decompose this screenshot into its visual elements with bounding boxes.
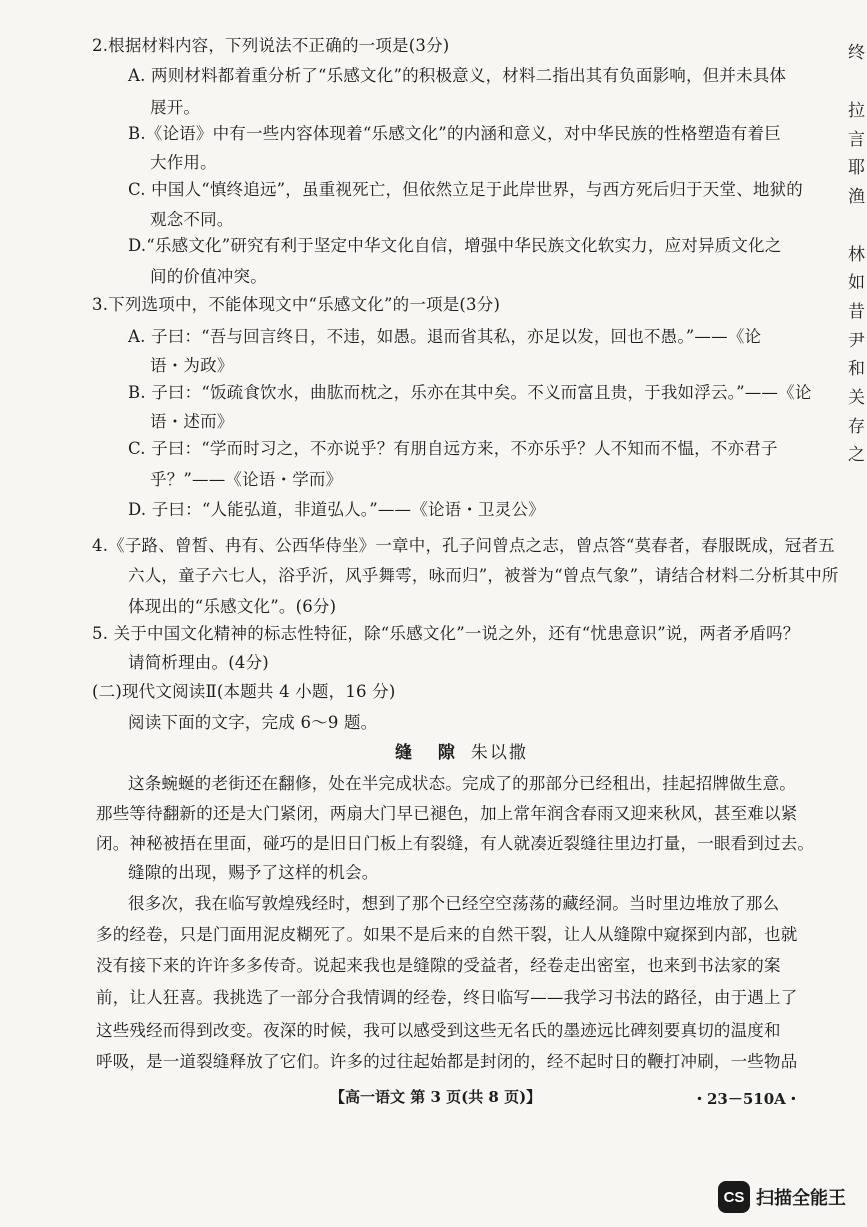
question-4-line-1: 4.《子路、曾皙、冉有、公西华侍坐》一章中，孔子问曾点之志，曾点答“莫春者，春服既成，冠者五 (92, 536, 835, 555)
question-3-option-a-cont: 语・为政》 (150, 356, 234, 375)
passage-line: 闭。神秘被捂在里面，碰巧的是旧日门板上有裂缝，有人就凑近裂缝往里边打量，一眼看到过去。 (96, 834, 815, 853)
passage-title (395, 743, 528, 763)
passage-author: 朱以撒 (470, 743, 528, 763)
margin-char: 关 (848, 388, 865, 408)
margin-char: 拉 (848, 101, 865, 121)
question-3-option-d: D. 子曰：“人能弘道，非道弘人。”——《论语・卫灵公》 (128, 500, 545, 519)
margin-char: 和 (848, 359, 865, 379)
margin-char: 存 (848, 417, 865, 437)
question-2-option-d: D.“乐感文化”研究有利于坚定中华文化自信，增强中华民族文化软实力，应对异质文化之 (128, 236, 782, 255)
scanner-app-name: 扫描全能王 (756, 1188, 846, 1209)
question-5-line-2: 请简析理由。(4分) (128, 653, 269, 672)
margin-char: 终 (848, 43, 865, 63)
exam-code: ・23－510A・ (692, 1090, 801, 1108)
question-3-option-b: B. 子曰：“饭疏食饮水，曲肱而枕之，乐亦在其中矣。不义而富且贵，于我如浮云。”——《论 (128, 383, 812, 402)
question-2-option-b: B.《论语》中有一些内容体现着“乐感文化”的内涵和意义，对中华民族的性格塑造有着巨 (128, 124, 781, 143)
question-2-option-c-cont: 观念不同。 (150, 210, 234, 229)
question-2-option-b-cont: 大作用。 (150, 153, 217, 172)
margin-strip (845, 0, 867, 1227)
passage-line: 很多次，我在临写敦煌残经时，想到了那个已经空空荡荡的藏经洞。当时里边堆放了那么 (128, 894, 780, 913)
section-heading: (二)现代文阅读Ⅱ(本题共 4 小题，16 分) (92, 682, 396, 701)
question-2-option-a: A. 两则材料都着重分析了“乐感文化”的积极意义，材料二指出其有负面影响，但并未具体 (128, 66, 787, 85)
margin-char: 尹 (848, 331, 865, 351)
question-3-option-c-cont: 乎？”——《论语・学而》 (150, 470, 343, 489)
margin-char: 耶 (848, 158, 865, 178)
passage-line: 呼吸，是一道裂缝释放了它们。许多的过往起始都是封闭的，经不起时日的鞭打冲刷，一些物品 (96, 1052, 798, 1071)
passage-line: 多的经卷，只是门面用泥皮糊死了。如果不是后来的自然干裂，让人从缝隙中窥探到内部，也就 (96, 925, 798, 944)
page-footer: 【高一语文 第 3 页(共 8 页)】 (330, 1088, 542, 1106)
passage-title-text: 缝 隙 (395, 743, 465, 763)
question-2-stem: 2.根据材料内容，下列说法不正确的一项是(3分) (92, 36, 450, 55)
question-3-option-c: C. 子曰：“学而时习之，不亦说乎？有朋自远方来，不亦乐乎？人不知而不愠，不亦君子 (128, 439, 778, 458)
section-instruction: 阅读下面的文字，完成 6～9 题。 (128, 713, 378, 732)
passage-line: 那些等待翻新的还是大门紧闭，两扇大门早已褪色，加上常年润含春雨又迎来秋风，甚至难以紧 (96, 804, 798, 823)
passage-line: 没有接下来的许许多多传奇。说起来我也是缝隙的受益者，经卷走出密室，也来到书法家的案 (96, 956, 781, 975)
camscanner-logo-icon: CS (718, 1181, 750, 1213)
question-2-option-a-cont: 展开。 (150, 98, 201, 117)
question-4-line-2: 六人，童子六七人，浴乎沂，风乎舞雩，咏而归”，被誉为“曾点气象”，请结合材料二分析其中所 (128, 566, 839, 585)
margin-char: 如 (848, 273, 865, 293)
passage-line: 缝隙的出现，赐予了这样的机会。 (128, 863, 379, 882)
margin-char: 之 (848, 445, 865, 465)
margin-char: 言 (848, 130, 865, 150)
question-4-line-3: 体现出的“乐感文化”。(6分) (128, 597, 337, 616)
margin-char: 渔 (848, 187, 865, 207)
margin-char: 昔 (848, 302, 865, 322)
passage-line: 这条蜿蜒的老街还在翻修，处在半完成状态。完成了的那部分已经租出，挂起招牌做生意。 (128, 774, 796, 793)
passage-line: 这些残经而得到改变。夜深的时候，我可以感受到这些无名氏的墨迹远比碑刻要真切的温度和 (96, 1021, 781, 1040)
question-3-option-a: A. 子曰：“吾与回言终日，不违，如愚。退而省其私，亦足以发，回也不愚。”——《论 (128, 327, 762, 346)
question-2-option-c: C. 中国人“慎终追远”，虽重视死亡，但依然立足于此岸世界，与西方死后归于天堂、地狱的 (128, 180, 803, 199)
question-3-option-b-cont: 语・述而》 (150, 412, 234, 431)
question-2-option-d-cont: 间的价值冲突。 (150, 267, 267, 286)
question-3-stem: 3.下列选项中，不能体现文中“乐感文化”的一项是(3分) (92, 295, 501, 314)
margin-char: 林 (848, 245, 865, 265)
scanner-watermark (718, 1180, 846, 1214)
question-5-line-1: 5. 关于中国文化精神的标志性特征，除“乐感文化”一说之外，还有“忧患意识”说，两者矛盾吗？ (92, 624, 800, 643)
passage-line: 前，让人狂喜。我挑选了一部分合我情调的经卷，终日临写——我学习书法的路径，由于遇上了 (96, 988, 798, 1007)
